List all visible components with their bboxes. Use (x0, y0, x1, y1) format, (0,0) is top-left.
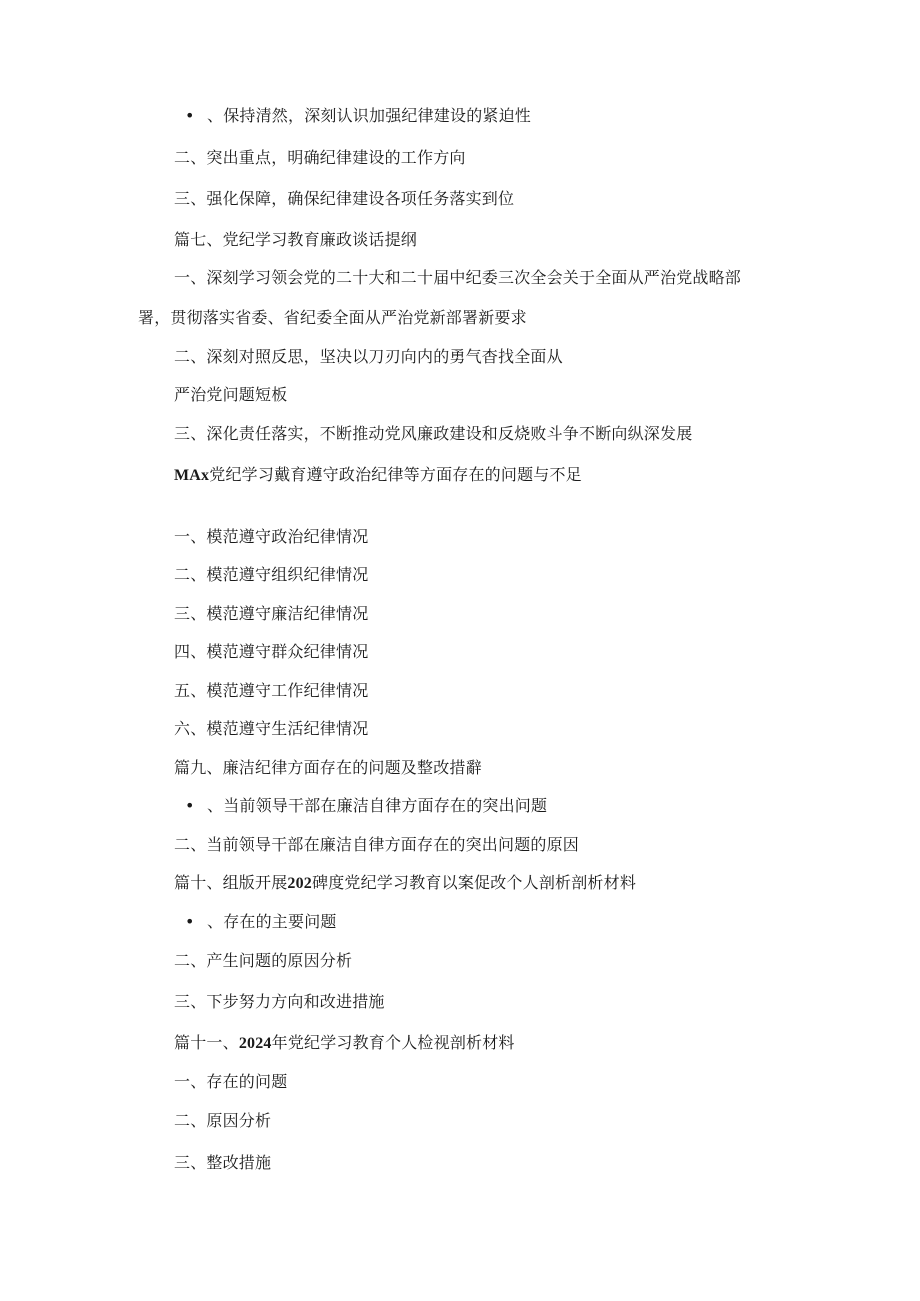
list-item: 一、模范遵守政治纪律情况 (174, 527, 369, 546)
heading-prefix: MAx (174, 467, 210, 484)
list-item: 二、当前领导干部在廉洁自律方面存在的突出问题的原因 (174, 835, 580, 854)
heading-number: 2024 (238, 1035, 272, 1052)
list-item-continuation: 署，贯彻落实省委、省纪委全面从严治党新部署新要求 (138, 308, 527, 327)
bullet-icon: • (185, 912, 195, 931)
list-item: 三、下步努力方向和改进措施 (174, 992, 385, 1011)
bullet-item (185, 912, 337, 932)
list-item: 一、存在的问题 (174, 1072, 288, 1091)
list-item: 三、强化保障，确保纪律建设各项任务落实到位 (174, 189, 515, 208)
list-item: 二、突出重点，明确纪律建设的工作方向 (174, 148, 466, 167)
item-text: 、当前领导干部在廉洁自律方面存在的突出问题 (207, 796, 548, 815)
list-item: 二、产生问题的原因分析 (174, 951, 353, 970)
list-item: 三、整改措施 (174, 1153, 272, 1172)
list-item: 四、模范遵守群众纪律情况 (174, 642, 369, 661)
bullet-item (185, 796, 547, 816)
list-item: 二、模范遵守组织纪律情况 (174, 565, 369, 584)
heading-text: 党纪学习戴育遵守政治纪律等方面存在的问题与不足 (209, 465, 582, 484)
list-item: 三、模范遵守廉洁纪律情况 (174, 604, 369, 623)
heading-text-a: 篇十一、 (174, 1033, 239, 1052)
list-item: 一、深刻学习领会党的二十大和二十届中纪委三次全会关于全面从严治党战略部 (174, 268, 742, 287)
list-item: 五、模范遵守工作纪律情况 (174, 681, 369, 700)
item-text: 、存在的主要问题 (207, 912, 337, 931)
list-item: 二、原因分析 (174, 1111, 272, 1130)
section-heading (174, 1033, 515, 1054)
list-item: 六、模范遵守生活纪律情况 (174, 719, 369, 738)
heading-text-b: 碑度党纪学习教育以案促改个人剖析剖析材料 (312, 873, 637, 892)
section-heading: 篇七、党纪学习教育廉政谈话提纲 (174, 230, 418, 249)
heading-text-a: 篇十、组版开展 (174, 873, 288, 892)
item-text: 、保持清然，深刻认识加强纪律建设的紧迫性 (207, 106, 532, 125)
bullet-icon: • (185, 106, 195, 125)
bullet-item (185, 106, 531, 126)
section-heading: 篇九、廉洁纪律方面存在的问题及整改措辭 (174, 758, 482, 777)
list-item-continuation: 严治党问题短板 (174, 385, 288, 404)
bullet-icon: • (185, 796, 195, 815)
section-heading (174, 873, 636, 894)
list-item: 二、深刻对照反思，坚决以刀刃向内的勇气杳找全面从 (174, 347, 563, 366)
section-heading (174, 465, 582, 486)
heading-text-b: 年党纪学习教育个人检视剖析材料 (271, 1033, 515, 1052)
heading-number: 202 (287, 875, 313, 892)
list-item: 三、深化责任落实，不断推动党风廉政建设和反烧败斗争不断向纵深发展 (174, 424, 693, 443)
